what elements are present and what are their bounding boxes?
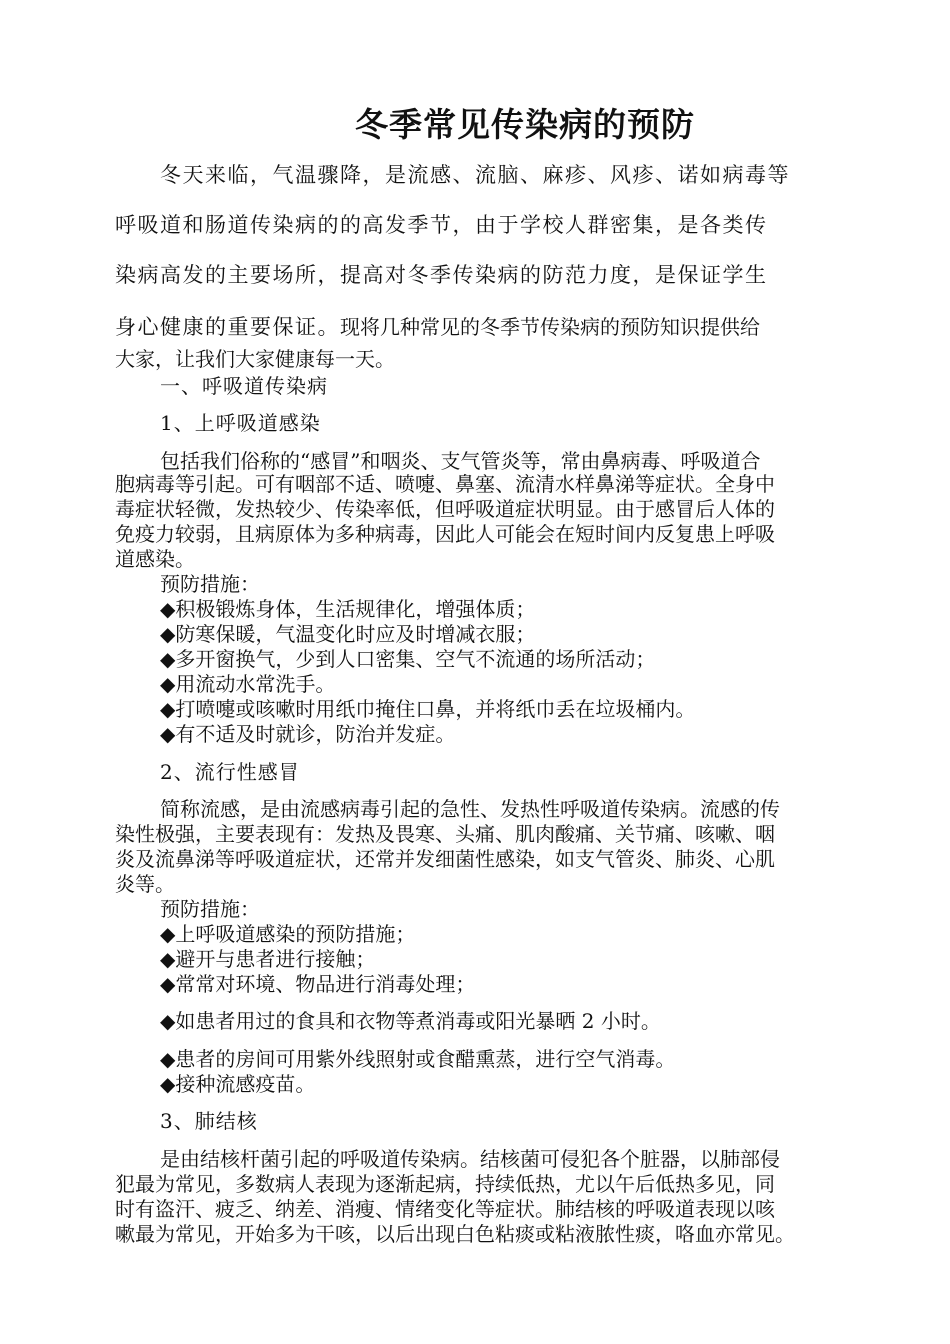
subsection-1-measure-item: ◆防寒保暖，气温变化时应及时增减衣服； — [160, 622, 536, 646]
intro-line-4 — [115, 314, 760, 340]
section-1-heading: 一、呼吸道传染病 — [160, 374, 328, 398]
intro-line-3: 染病高发的主要场所，提高对冬季传染病的防范力度，是保证学生 — [115, 263, 768, 287]
subsection-1-body-line: 包括我们俗称的“感冒”和咽炎、支气管炎等，常由鼻病毒、呼吸道合 — [160, 449, 761, 473]
subsection-2-measure-item: ◆上呼吸道感染的预防措施； — [160, 922, 416, 946]
intro-line-1: 冬天来临，气温骤降，是流感、流脑、麻疹、风疹、诺如病毒等 — [160, 163, 790, 187]
subsection-3-body-line: 嗽最为常见，开始多为干咳，以后出现白色粘痰或粘液脓性痰，咯血亦常见。 — [115, 1222, 795, 1246]
subsection-1-measure-item: ◆多开窗换气，少到人口密集、空气不流通的场所活动； — [160, 647, 656, 671]
intro-line-4-big: 身心健康的重要保证。 — [115, 315, 340, 339]
subsection-3-body-line: 时有盗汗、疲乏、纳差、消瘦、情绪变化等症状。肺结核的呼吸道表现以咳 — [115, 1197, 775, 1221]
subsection-1-measures-label: 预防措施： — [160, 572, 260, 596]
subsection-2-measure-item: ◆患者的房间可用紫外线照射或食醋熏蒸，进行空气消毒。 — [160, 1047, 676, 1071]
subsection-3-heading: 3、肺结核 — [160, 1109, 258, 1133]
subsection-1-measure-item: ◆打喷嚏或咳嗽时用纸巾掩住口鼻，并将纸巾丢在垃圾桶内。 — [160, 697, 696, 721]
intro-line-5: 大家，让我们大家健康每一天。 — [115, 347, 395, 371]
subsection-2-body-line: 简称流感，是由流感病毒引起的急性、发热性呼吸道传染病。流感的传 — [160, 797, 780, 821]
subsection-1-body-line: 胞病毒等引起。可有咽部不适、喷嚏、鼻塞、流清水样鼻涕等症状。全身中 — [115, 472, 775, 496]
subsection-2-body-line: 炎等。 — [115, 872, 175, 896]
subsection-2-measure-item: ◆常常对环境、物品进行消毒处理； — [160, 972, 476, 996]
subsection-1-measure-item: ◆用流动水常洗手。 — [160, 672, 336, 696]
intro-line-2: 呼吸道和肠道传染病的的高发季节，由于学校人群密集，是各类传 — [115, 213, 768, 237]
subsection-2-body-line: 染性极强，主要表现有：发热及畏寒、头痛、肌肉酸痛、关节痛、咳嗽、咽 — [115, 822, 775, 846]
subsection-1-body-line: 道感染。 — [115, 547, 195, 571]
subsection-1-measure-item: ◆积极锻炼身体，生活规律化，增强体质； — [160, 597, 536, 621]
subsection-1-measure-item: ◆有不适及时就诊，防治并发症。 — [160, 722, 456, 746]
subsection-1-heading: 1、上呼吸道感染 — [160, 411, 321, 435]
subsection-2-measure-item: ◆避开与患者进行接触； — [160, 947, 376, 971]
subsection-2-measures-label: 预防措施： — [160, 897, 260, 921]
intro-line-4-small: 现将几种常见的冬季节传染病的预防知识提供给 — [340, 315, 760, 339]
subsection-3-body-line: 犯最为常见，多数病人表现为逐渐起病，持续低热，尤以午后低热多见，同 — [115, 1172, 775, 1196]
subsection-2-body-line: 炎及流鼻涕等呼吸道症状，还常并发细菌性感染，如支气管炎、肺炎、心肌 — [115, 847, 775, 871]
subsection-2-measure-item: ◆如患者用过的食具和衣物等煮消毒或阳光暴晒 2 小时。 — [160, 1009, 661, 1033]
subsection-1-body-line: 毒症状轻微，发热较少、传染率低，但呼吸道症状明显。由于感冒后人体的 — [115, 497, 775, 521]
subsection-2-heading: 2、流行性感冒 — [160, 760, 300, 784]
subsection-2-measure-item: ◆接种流感疫苗。 — [160, 1072, 316, 1096]
subsection-3-body-line: 是由结核杆菌引起的呼吸道传染病。结核菌可侵犯各个脏器，以肺部侵 — [160, 1147, 780, 1171]
document-title: 冬季常见传染病的预防 — [355, 105, 695, 144]
subsection-1-body-line: 免疫力较弱，且病原体为多种病毒，因此人可能会在短时间内反复患上呼吸 — [115, 522, 775, 546]
